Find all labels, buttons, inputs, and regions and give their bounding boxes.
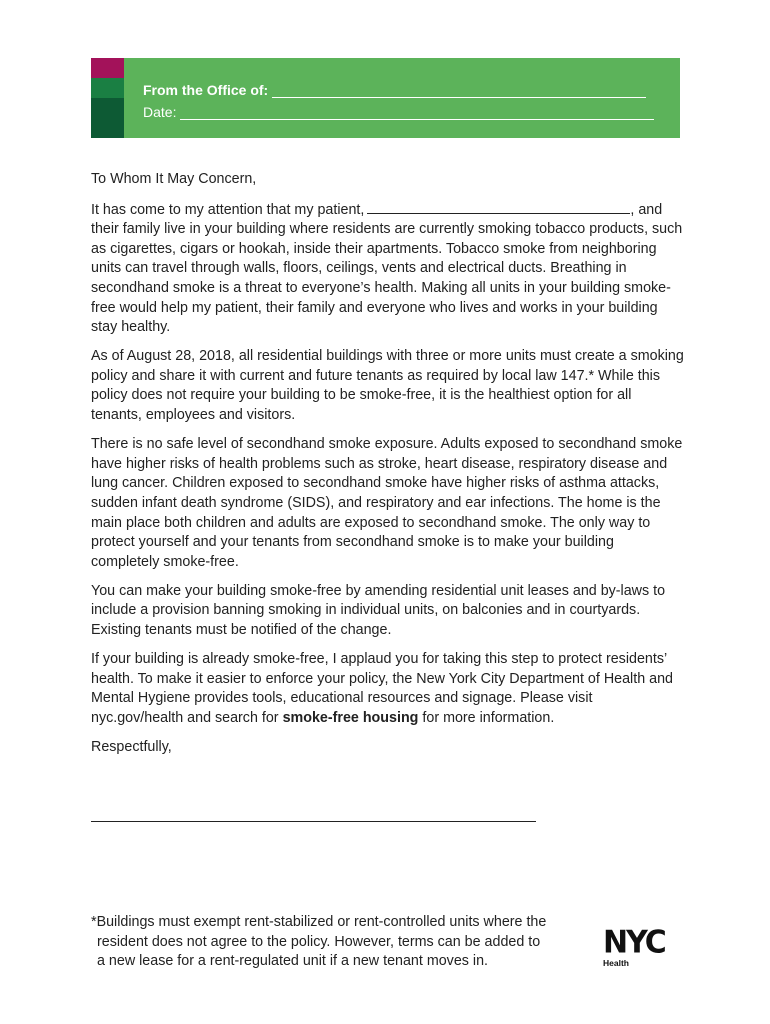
paragraph-3: There is no safe level of secondhand smoke exposure. Adults exposed to secondhand smoke have higher risks of health problems such as stroke, heart disease, respiratory disease and lung cancer. Children exposed to secondhand smoke have higher risks of asthma attacks, sudden infant death syndrome (SIDS), and respiratory and ear infections. The home is the main place both children and adults are exposed to secondhand smoke. The only way to protect yourself and your tenants from secondhand smoke is to make your building completely smoke-free. — [91, 436, 683, 570]
footnote-line-3: a new lease for a rent-regulated unit if a new tenant moves in. — [97, 953, 489, 970]
signature-line[interactable] — [91, 821, 536, 822]
p5-bold: smoke-free housing — [282, 709, 419, 726]
logo-subtitle: Health — [603, 958, 629, 968]
from-office-field[interactable] — [272, 83, 646, 98]
date-row — [143, 104, 654, 120]
stripe-dark-green — [91, 98, 124, 138]
paragraph-1 — [91, 201, 686, 338]
footnote-line-1: *Buildings must exempt rent-stabilized or rent-controlled units where the — [91, 914, 547, 930]
from-office-row — [143, 82, 646, 98]
greeting: To Whom It May Concern, — [91, 171, 257, 187]
header-band — [91, 58, 680, 138]
footnote — [91, 913, 571, 972]
p1-start: It has come to my attention that my patient, — [91, 201, 365, 218]
letter-body — [91, 170, 686, 767]
p5-end: for more information. — [422, 709, 555, 726]
stripe-magenta — [91, 58, 124, 78]
patient-name-field[interactable] — [367, 201, 630, 214]
paragraph-5 — [91, 650, 686, 728]
from-office-label: From the Office of: — [143, 82, 269, 98]
p1-comma: , — [630, 201, 635, 218]
date-label: Date: — [143, 104, 177, 120]
p5-start: If your building is already smoke-free, I applaud you for taking this step to protect residents’ health. To make it easier to enforce your policy, the New York City Department of Health and Mental Hygiene provides tools, educational resources and signage. Please visit nyc.gov/health and search for — [91, 651, 673, 726]
color-stripes — [91, 58, 124, 138]
closing: Respectfully, — [91, 738, 172, 755]
stripe-green — [91, 78, 124, 98]
p1-rest: and their family live in your building where residents are currently smoking tobacco products, such as cigarettes, cigars or hookah, inside their apartments. Tobacco smoke from neighboring units can travel through walls, floors, ceilings, vents and electrical ducts. Breathing in secondhand smoke is a threat to everyone’s health. Making all units in your building smoke-free would help my patient, their family and everyone who lives and works in your building stay healthy. — [91, 201, 683, 336]
date-field[interactable] — [180, 105, 654, 120]
nyc-health-logo — [603, 924, 681, 971]
paragraph-2: As of August 28, 2018, all residential buildings with three or more units must create a smoking policy and share it with current and future tenants as required by local law 147.* While this policy does not require your building to be smoke-free, it is the healthiest option for all tenants, employees and visitors. — [91, 348, 684, 424]
paragraph-4: You can make your building smoke-free by amending residential unit leases and by-laws to include a provision banning smoking in individual units, on balconies and in courtyards. Existing tenants must be notified of the change. — [91, 582, 666, 638]
footnote-line-2: resident does not agree to the policy. However, terms can be added to — [97, 933, 541, 950]
logo-mark: NYC — [603, 924, 665, 961]
